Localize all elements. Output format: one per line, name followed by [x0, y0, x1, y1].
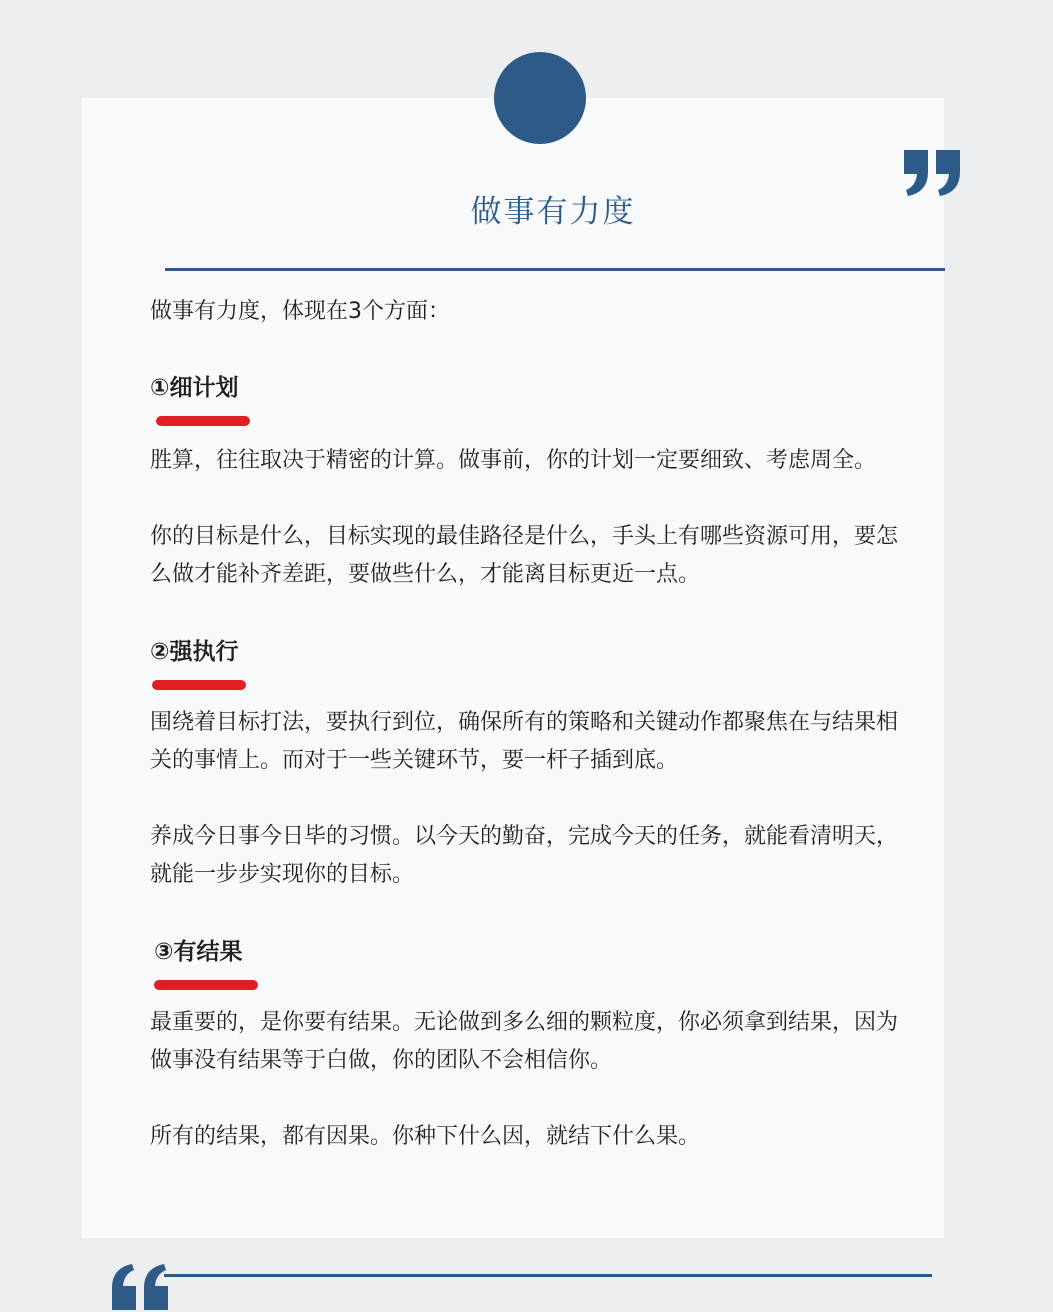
bottom-divider: [164, 1274, 932, 1277]
section-paragraph: 你的目标是什么，目标实现的最佳路径是什么，手头上有哪些资源可用，要怎么做才能补齐差距，要做些什么，才能离目标更近一点。: [150, 524, 899, 587]
section-heading-label: ③有结果: [154, 939, 243, 965]
section-paragraph: 所有的结果，都有因果。你种下什么因，就结下什么果。: [150, 1124, 701, 1149]
section-plan: [150, 368, 910, 594]
intro-text: 做事有力度，体现在3个方面：: [150, 299, 450, 324]
section-execution: [150, 632, 910, 894]
red-underline-mark: [154, 980, 258, 990]
section-paragraph: 养成今日事今日毕的习惯。以今天的勤奋，完成今天的任务，就能看清明天，就能一步步实现你的目标。: [150, 824, 899, 887]
red-underline-mark: [156, 416, 250, 426]
section-heading-label: ①细计划: [150, 375, 239, 401]
article-body: [150, 292, 910, 1156]
circle-ornament-icon: [494, 52, 586, 144]
section-paragraph: 胜算，往往取决于精密的计算。做事前，你的计划一定要细致、考虑周全。: [150, 448, 877, 473]
page-title: 做事有力度: [470, 194, 636, 230]
section-heading: [154, 932, 258, 990]
section-heading: [150, 368, 250, 426]
quote-open-icon: [108, 1262, 174, 1312]
section-heading-label: ②强执行: [150, 639, 239, 665]
title-divider: [165, 268, 945, 271]
section-result: [150, 932, 910, 1156]
section-paragraph: 最重要的，是你要有结果。无论做到多么细的颗粒度，你必须拿到结果，因为做事没有结果等于白做，你的团队不会相信你。: [150, 1010, 899, 1073]
section-heading: [150, 632, 246, 690]
section-paragraph: 围绕着目标打法，要执行到位，确保所有的策略和关键动作都聚焦在与结果相关的事情上。而对于一些关键环节，要一杆子插到底。: [150, 710, 899, 773]
red-underline-mark: [152, 680, 246, 690]
